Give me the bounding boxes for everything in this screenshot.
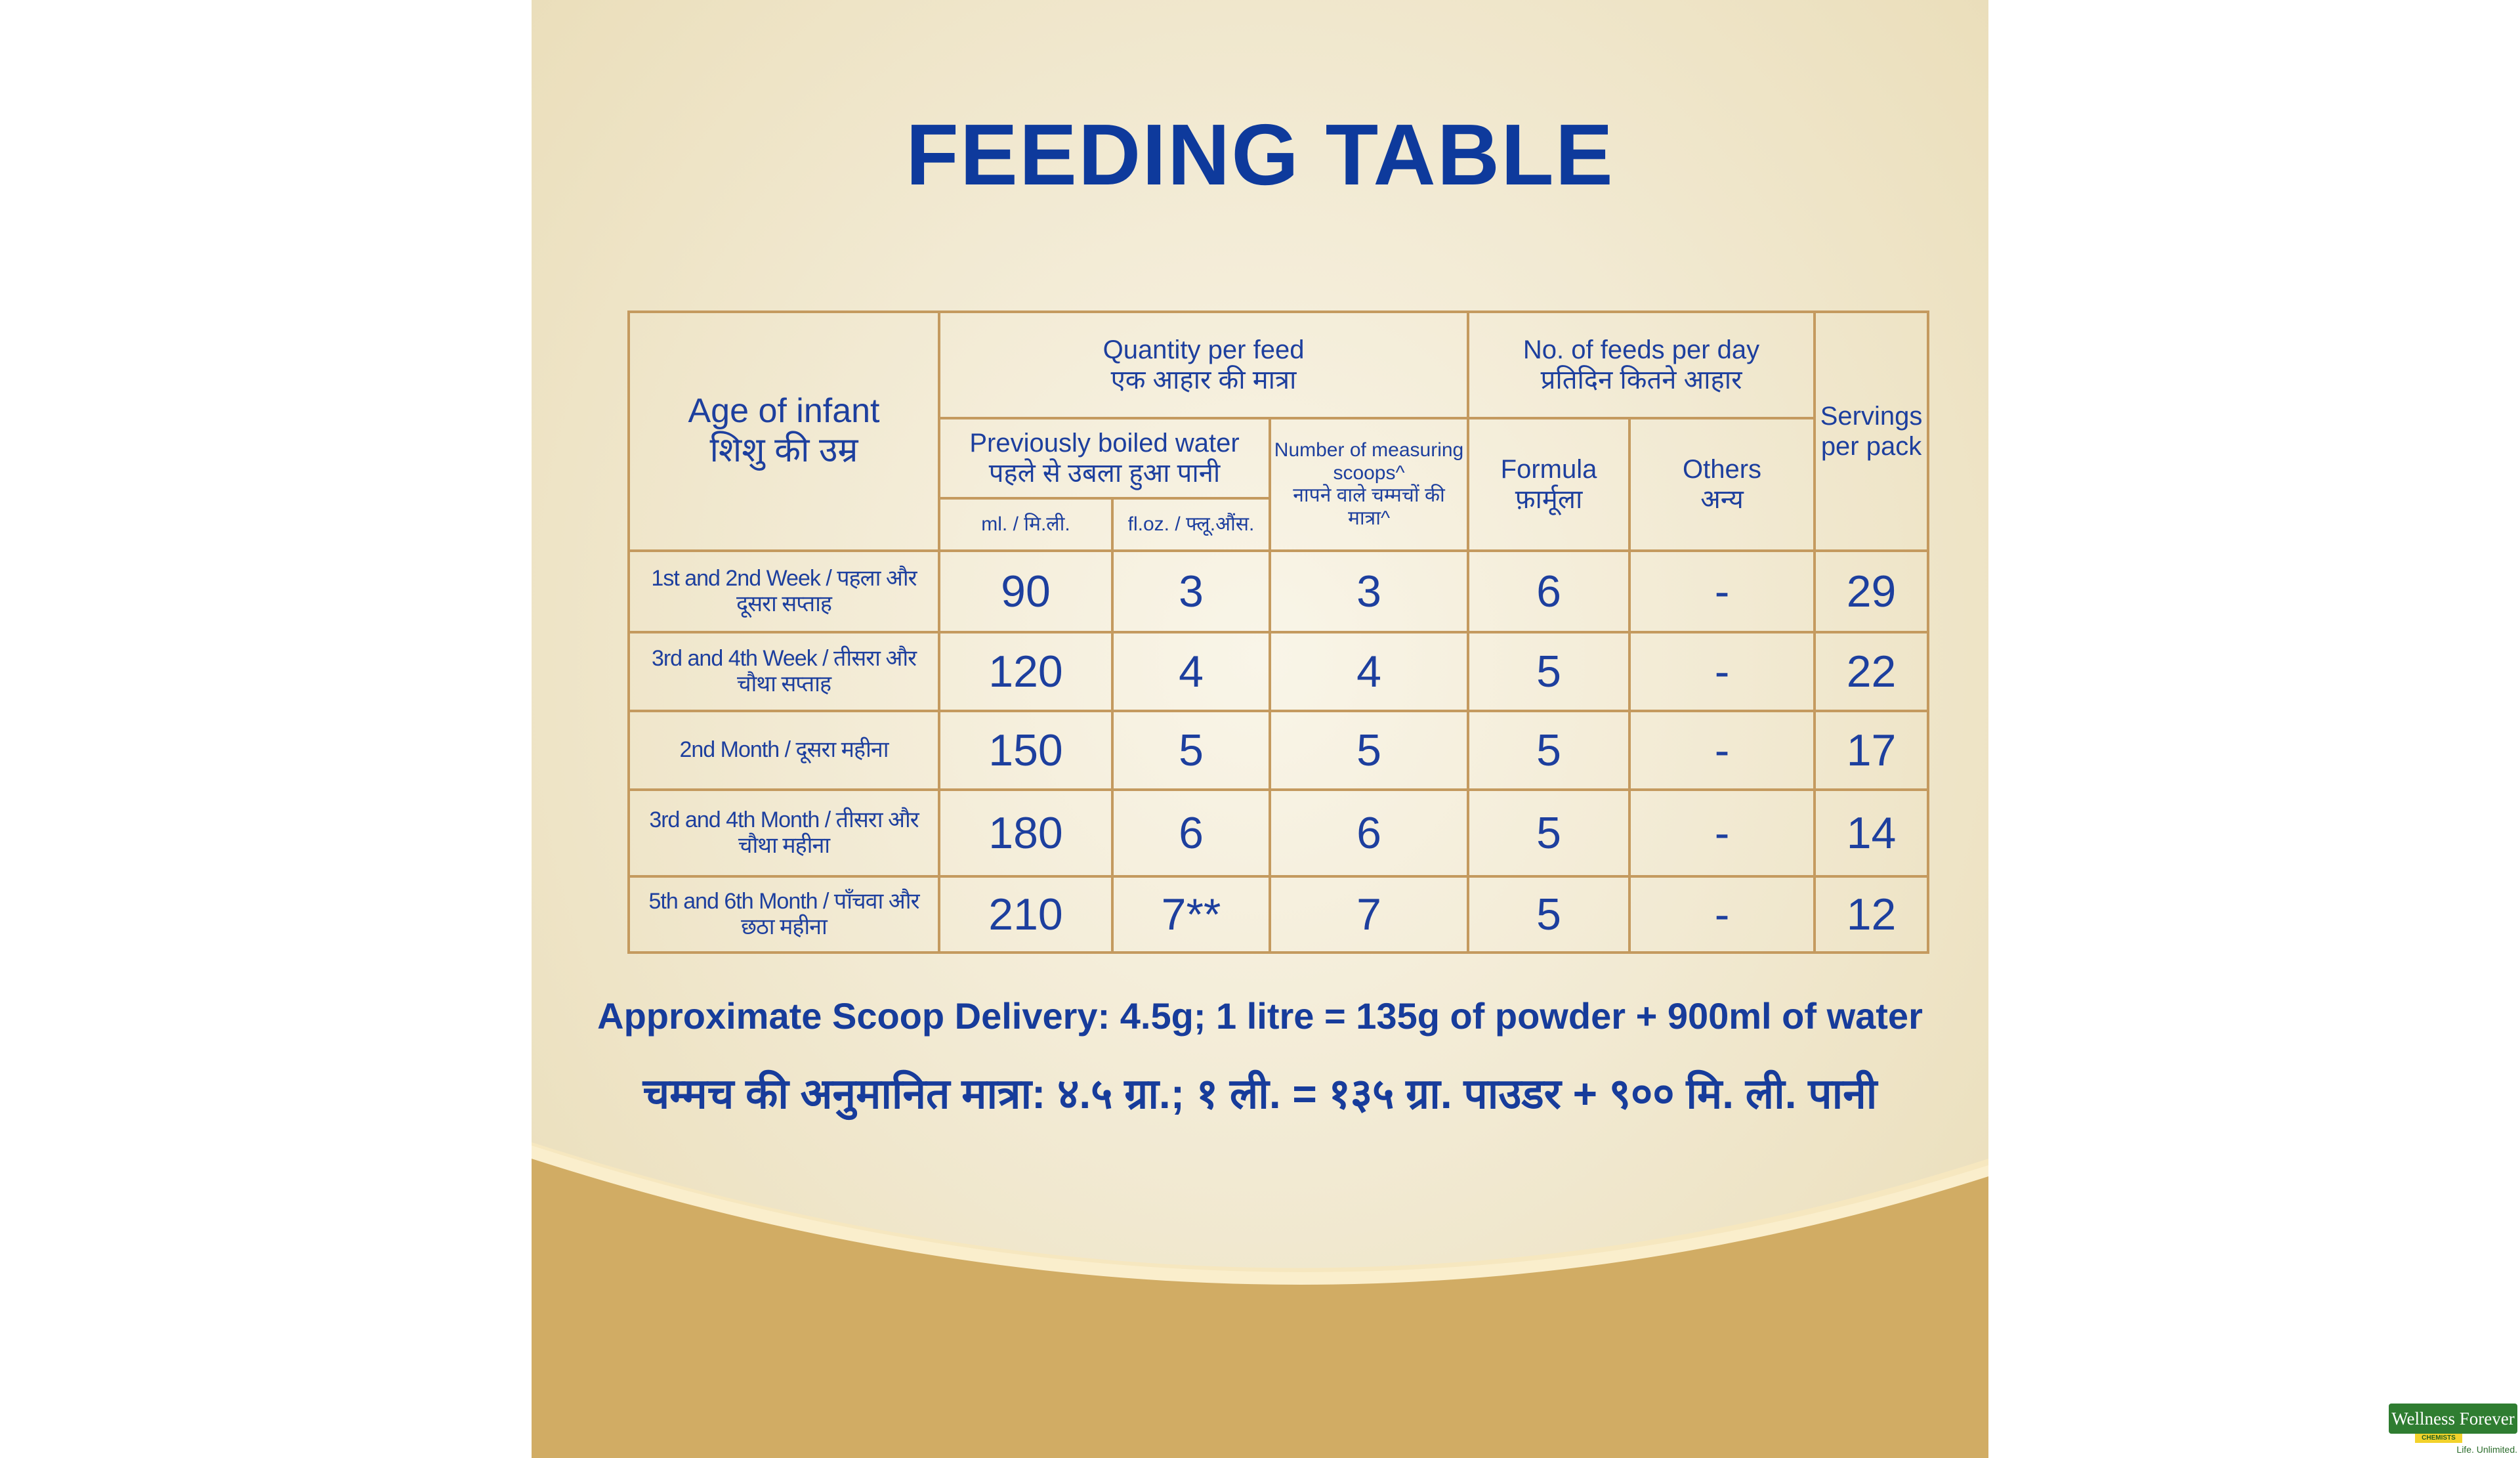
age-cell: 5th and 6th Month / पाँचवा और छठा महीना — [629, 876, 939, 953]
page-title: FEEDING TABLE — [906, 106, 1614, 203]
formula-header — [1468, 418, 1629, 551]
floz-cell: 4 — [1112, 632, 1270, 711]
scoops-cell: 4 — [1270, 632, 1468, 711]
servings-cell: 17 — [1815, 711, 1928, 790]
product-panel — [532, 0, 1988, 1458]
scoops-header-line2: scoops^ — [1333, 461, 1405, 484]
formula-cell: 5 — [1468, 632, 1629, 711]
water-header — [939, 418, 1270, 498]
scoops-cell: 3 — [1270, 551, 1468, 632]
feeds-header-hi: प्रतिदिन कितने आहार — [1540, 366, 1742, 395]
age-cell: 3rd and 4th Week / तीसरा और चौथा सप्ताह — [629, 632, 939, 711]
wellness-forever-logo — [2389, 1404, 2517, 1456]
formula-header-hi: फ़ार्मूला — [1515, 485, 1583, 514]
logo-sub: CHEMISTS — [2415, 1434, 2462, 1443]
formula-header-en: Formula — [1500, 455, 1597, 484]
floz-cell: 5 — [1112, 711, 1270, 790]
feeds-header — [1468, 312, 1815, 418]
floz-unit-header: fl.oz. / फ्लू.औंस. — [1112, 498, 1270, 551]
servings-header-line1: Servings — [1820, 402, 1923, 431]
servings-cell: 22 — [1815, 632, 1928, 711]
formula-cell: 5 — [1468, 790, 1629, 876]
table-row — [629, 551, 1928, 632]
age-header — [629, 312, 939, 551]
floz-cell: 6 — [1112, 790, 1270, 876]
scoop-delivery-note-en: Approximate Scoop Delivery: 4.5g; 1 litre = 135g of powder + 900ml of water — [597, 995, 1923, 1037]
scoops-header — [1270, 418, 1468, 551]
formula-cell: 5 — [1468, 711, 1629, 790]
scoops-cell: 5 — [1270, 711, 1468, 790]
others-header — [1629, 418, 1815, 551]
scoops-cell: 6 — [1270, 790, 1468, 876]
servings-header-line2: per pack — [1820, 432, 1922, 461]
water-header-hi: पहले से उबला हुआ पानी — [988, 459, 1221, 488]
servings-cell: 14 — [1815, 790, 1928, 876]
ml-cell: 150 — [939, 711, 1112, 790]
water-header-en: Previously boiled water — [969, 429, 1240, 458]
table-row — [629, 876, 1928, 953]
others-header-hi: अन्य — [1700, 485, 1744, 514]
quantity-header-en: Quantity per feed — [1102, 335, 1305, 364]
age-header-en: Age of infant — [688, 392, 880, 431]
ml-unit-header: ml. / मि.ली. — [939, 498, 1112, 551]
table-row — [629, 790, 1928, 876]
scoops-header-hi: नापने वाले चम्मचों की मात्रा^ — [1293, 484, 1445, 529]
ml-cell: 210 — [939, 876, 1112, 953]
quantity-header — [939, 312, 1468, 418]
age-cell: 1st and 2nd Week / पहला और दूसरा सप्ताह — [629, 551, 939, 632]
servings-header — [1815, 312, 1928, 551]
age-cell: 3rd and 4th Month / तीसरा और चौथा महीना — [629, 790, 939, 876]
formula-cell: 6 — [1468, 551, 1629, 632]
logo-name: Wellness Forever — [2389, 1404, 2517, 1434]
table-row — [629, 711, 1928, 790]
scoop-delivery-note-hi: चम्मच की अनुमानित मात्रा: ४.५ ग्रा.; १ ली. = १३५ ग्रा. पाउडर + ९०० मि. ली. पानी — [642, 1070, 1878, 1117]
age-header-hi: शिशु की उम्र — [709, 431, 858, 469]
others-cell: - — [1629, 711, 1815, 790]
others-cell: - — [1629, 876, 1815, 953]
servings-cell: 29 — [1815, 551, 1928, 632]
scoops-cell: 7 — [1270, 876, 1468, 953]
age-cell: 2nd Month / दूसरा महीना — [629, 711, 939, 790]
servings-cell: 12 — [1815, 876, 1928, 953]
table-row — [629, 632, 1928, 711]
ml-cell: 120 — [939, 632, 1112, 711]
feeding-table — [627, 311, 1929, 954]
logo-tagline: Life. Unlimited. — [2456, 1444, 2517, 1455]
quantity-header-hi: एक आहार की मात्रा — [1110, 366, 1297, 395]
floz-cell: 7** — [1112, 876, 1270, 953]
others-cell: - — [1629, 551, 1815, 632]
scoops-header-line1: Number of measuring — [1274, 439, 1464, 461]
others-cell: - — [1629, 790, 1815, 876]
feeds-header-en: No. of feeds per day — [1522, 335, 1760, 364]
ml-cell: 180 — [939, 790, 1112, 876]
floz-cell: 3 — [1112, 551, 1270, 632]
ml-cell: 90 — [939, 551, 1112, 632]
formula-cell: 5 — [1468, 876, 1629, 953]
others-header-en: Others — [1683, 455, 1762, 484]
others-cell: - — [1629, 632, 1815, 711]
